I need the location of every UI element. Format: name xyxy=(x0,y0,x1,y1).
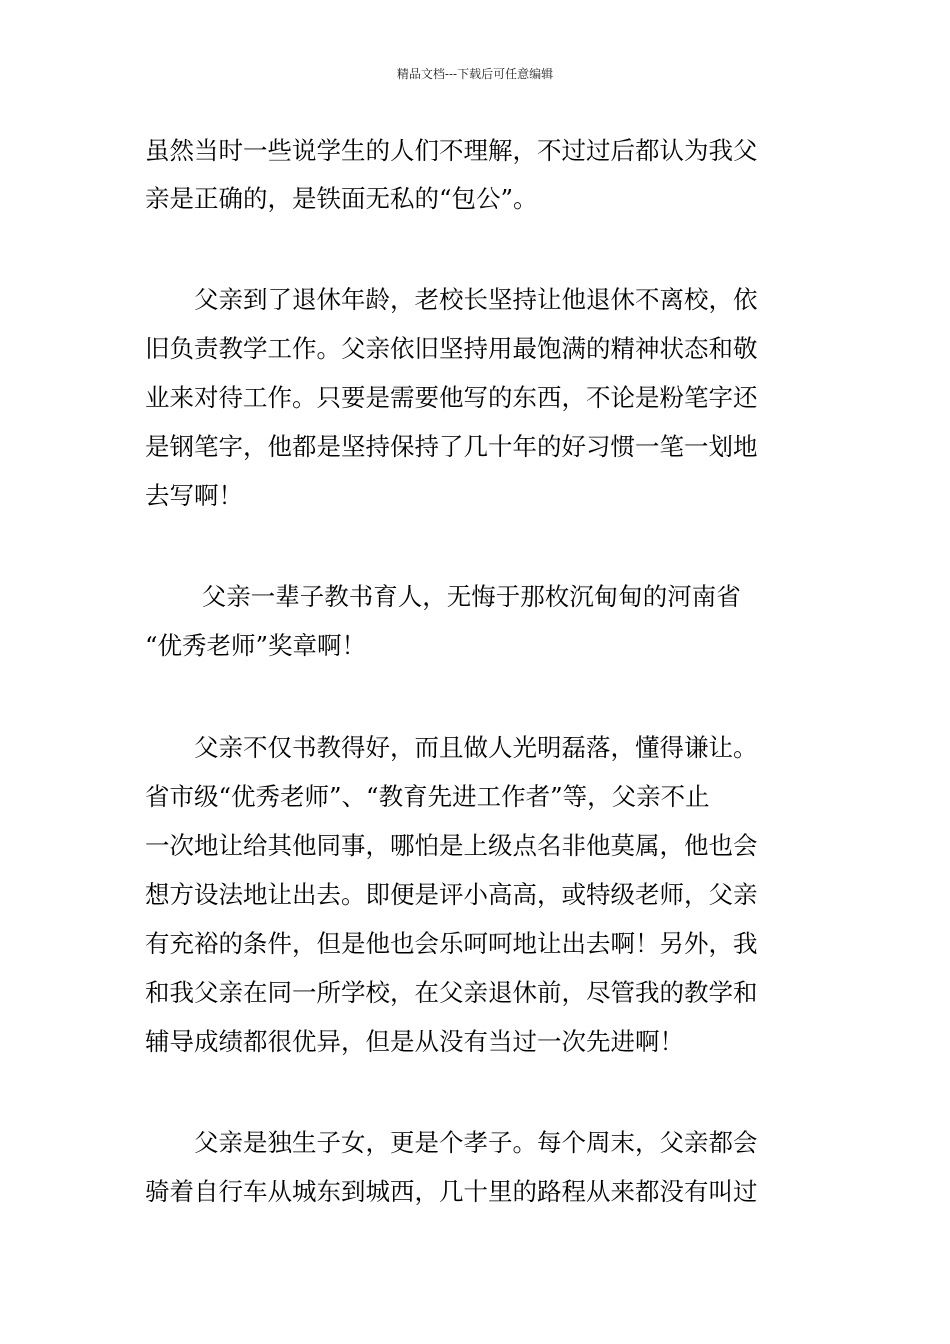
paragraph-2-line-4: 是钢笔字，他都是坚持保持了几十年的好习惯一笔一划地 xyxy=(145,432,758,461)
paragraph-4-line-2: 省市级“优秀老师”、“教育先进工作者”等，父亲不止 xyxy=(145,782,710,811)
paragraph-3-line-2: “优秀老师”奖章啊！ xyxy=(145,631,367,660)
paragraph-4-line-5: 有充裕的条件，但是他也会乐呵呵地让出去啊！另外，我 xyxy=(145,929,758,958)
paragraph-2-line-3: 业来对待工作。只要是需要他写的东西，不论是粉笔字还 xyxy=(145,383,758,412)
paragraph-1-line-1: 虽然当时一些说学生的人们不理解，不过过后都认为我父 xyxy=(145,136,758,165)
paragraph-4-line-4: 想方设法地让出去。即便是评小高高，或特级老师，父亲 xyxy=(145,880,758,909)
paragraph-4-line-7: 辅导成绩都很优异，但是从没有当过一次先进啊！ xyxy=(145,1027,684,1056)
paragraph-2-line-5: 去写啊！ xyxy=(145,481,243,510)
paragraph-5-line-1: 父亲是独生子女，更是个孝子。每个周末，父亲都会 xyxy=(145,1128,758,1157)
page-header: 精品文档---下载后可任意编辑 xyxy=(396,67,554,81)
paragraph-3-line-1: 父亲一辈子教书育人，无悔于那枚沉甸甸的河南省 xyxy=(145,582,741,611)
paragraph-2-line-1: 父亲到了退休年龄，老校长坚持让他退休不离校，依 xyxy=(145,285,758,314)
paragraph-4-line-3: 一次地让给其他同事，哪怕是上级点名非他莫属，他也会 xyxy=(145,831,758,860)
paragraph-4-line-1: 父亲不仅书教得好，而且做人光明磊落，懂得谦让。 xyxy=(145,733,758,762)
paragraph-2-line-2: 旧负责教学工作。父亲依旧坚持用最饱满的精神状态和敬 xyxy=(145,334,758,363)
paragraph-5-line-2: 骑着自行车从城东到城西，几十里的路程从来都没有叫过 xyxy=(145,1177,758,1206)
paragraph-4-line-6: 和我父亲在同一所学校，在父亲退休前，尽管我的教学和 xyxy=(145,978,758,1007)
paragraph-1-line-2: 亲是正确的，是铁面无私的“包公”。 xyxy=(145,184,538,213)
